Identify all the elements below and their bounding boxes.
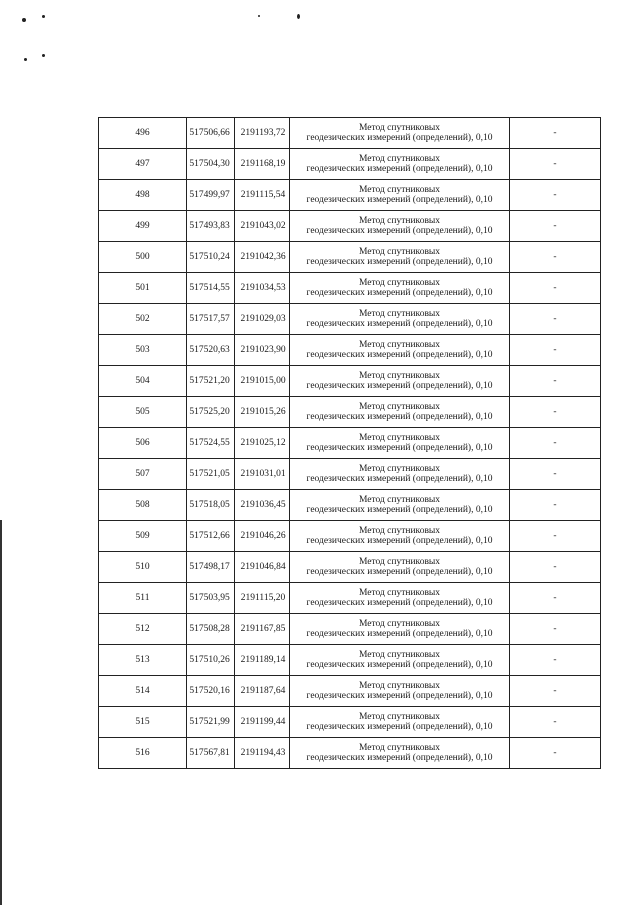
y-coordinate-cell: 2191015,26 [235, 397, 290, 428]
y-coordinate-cell: 2191042,36 [235, 242, 290, 273]
coordinates-table-body [99, 118, 601, 769]
method-line-1: Метод спутниковых [358, 712, 441, 722]
x-coordinate-cell: 517521,20 [187, 366, 235, 397]
description-cell: - [510, 614, 601, 645]
description-cell: - [510, 149, 601, 180]
point-number-cell: 511 [99, 583, 187, 614]
point-number-cell: 516 [99, 738, 187, 769]
point-number-cell: 501 [99, 273, 187, 304]
method-cell [290, 614, 510, 645]
y-coordinate-cell: 2191187,64 [235, 676, 290, 707]
scan-speck [297, 14, 300, 19]
y-coordinate-cell: 2191194,43 [235, 738, 290, 769]
method-cell [290, 397, 510, 428]
point-number-cell: 507 [99, 459, 187, 490]
y-coordinate-cell: 2191036,45 [235, 490, 290, 521]
method-line-1: Метод спутниковых [358, 588, 441, 598]
description-cell: - [510, 428, 601, 459]
point-number-cell: 509 [99, 521, 187, 552]
y-coordinate-cell: 2191034,53 [235, 273, 290, 304]
method-cell [290, 428, 510, 459]
method-line-2: геодезических измерений (определений), 0,10 [306, 381, 493, 391]
description-cell: - [510, 304, 601, 335]
description-cell: - [510, 459, 601, 490]
y-coordinate-cell: 2191115,20 [235, 583, 290, 614]
method-cell [290, 583, 510, 614]
table-row [99, 459, 601, 490]
table-row [99, 180, 601, 211]
point-number-cell: 506 [99, 428, 187, 459]
method-line-2: геодезических измерений (определений), 0,10 [306, 474, 493, 484]
x-coordinate-cell: 517510,24 [187, 242, 235, 273]
y-coordinate-cell: 2191115,54 [235, 180, 290, 211]
point-number-cell: 513 [99, 645, 187, 676]
method-line-1: Метод спутниковых [358, 557, 441, 567]
method-line-1: Метод спутниковых [358, 309, 441, 319]
x-coordinate-cell: 517525,20 [187, 397, 235, 428]
method-line-2: геодезических измерений (определений), 0,10 [306, 226, 493, 236]
method-line-1: Метод спутниковых [358, 526, 441, 536]
method-line-1: Метод спутниковых [358, 433, 441, 443]
point-number-cell: 515 [99, 707, 187, 738]
method-cell [290, 273, 510, 304]
method-line-2: геодезических измерений (определений), 0,10 [306, 505, 493, 515]
description-cell: - [510, 118, 601, 149]
scan-edge-shadow [0, 520, 2, 905]
table-row [99, 707, 601, 738]
coordinates-table [98, 117, 601, 769]
scan-speck [258, 15, 260, 17]
point-number-cell: 512 [99, 614, 187, 645]
y-coordinate-cell: 2191168,19 [235, 149, 290, 180]
method-line-1: Метод спутниковых [358, 216, 441, 226]
method-line-2: геодезических измерений (определений), 0,10 [306, 319, 493, 329]
description-cell: - [510, 645, 601, 676]
y-coordinate-cell: 2191025,12 [235, 428, 290, 459]
method-cell [290, 211, 510, 242]
description-cell: - [510, 273, 601, 304]
description-cell: - [510, 242, 601, 273]
table-row [99, 552, 601, 583]
y-coordinate-cell: 2191167,85 [235, 614, 290, 645]
description-cell: - [510, 490, 601, 521]
method-line-2: геодезических измерений (определений), 0,10 [306, 133, 493, 143]
table-row [99, 304, 601, 335]
method-cell [290, 335, 510, 366]
y-coordinate-cell: 2191023,90 [235, 335, 290, 366]
x-coordinate-cell: 517517,57 [187, 304, 235, 335]
method-cell [290, 242, 510, 273]
description-cell: - [510, 552, 601, 583]
y-coordinate-cell: 2191015,00 [235, 366, 290, 397]
method-line-1: Метод спутниковых [358, 123, 441, 133]
method-cell [290, 118, 510, 149]
method-cell [290, 521, 510, 552]
method-cell [290, 676, 510, 707]
x-coordinate-cell: 517499,97 [187, 180, 235, 211]
method-line-1: Метод спутниковых [358, 619, 441, 629]
method-cell [290, 707, 510, 738]
table-row [99, 428, 601, 459]
method-cell [290, 180, 510, 211]
point-number-cell: 508 [99, 490, 187, 521]
point-number-cell: 505 [99, 397, 187, 428]
x-coordinate-cell: 517503,95 [187, 583, 235, 614]
table-row [99, 614, 601, 645]
method-line-1: Метод спутниковых [358, 371, 441, 381]
description-cell: - [510, 397, 601, 428]
scan-speck [42, 15, 45, 18]
y-coordinate-cell: 2191199,44 [235, 707, 290, 738]
method-line-1: Метод спутниковых [358, 495, 441, 505]
method-line-2: геодезических измерений (определений), 0,10 [306, 691, 493, 701]
x-coordinate-cell: 517504,30 [187, 149, 235, 180]
y-coordinate-cell: 2191031,01 [235, 459, 290, 490]
description-cell: - [510, 521, 601, 552]
method-line-2: геодезических измерений (определений), 0,10 [306, 629, 493, 639]
method-line-2: геодезических измерений (определений), 0,10 [306, 567, 493, 577]
method-line-1: Метод спутниковых [358, 402, 441, 412]
x-coordinate-cell: 517521,05 [187, 459, 235, 490]
method-cell [290, 645, 510, 676]
table-row [99, 335, 601, 366]
x-coordinate-cell: 517520,16 [187, 676, 235, 707]
x-coordinate-cell: 517498,17 [187, 552, 235, 583]
method-line-1: Метод спутниковых [358, 278, 441, 288]
method-cell [290, 459, 510, 490]
point-number-cell: 502 [99, 304, 187, 335]
method-line-2: геодезических измерений (определений), 0,10 [306, 412, 493, 422]
description-cell: - [510, 335, 601, 366]
y-coordinate-cell: 2191046,26 [235, 521, 290, 552]
table-row [99, 521, 601, 552]
description-cell: - [510, 738, 601, 769]
y-coordinate-cell: 2191029,03 [235, 304, 290, 335]
description-cell: - [510, 180, 601, 211]
point-number-cell: 514 [99, 676, 187, 707]
method-line-1: Метод спутниковых [358, 464, 441, 474]
scan-speck [42, 54, 45, 57]
x-coordinate-cell: 517493,83 [187, 211, 235, 242]
x-coordinate-cell: 517567,81 [187, 738, 235, 769]
method-line-2: геодезических измерений (определений), 0,10 [306, 598, 493, 608]
description-cell: - [510, 366, 601, 397]
y-coordinate-cell: 2191043,02 [235, 211, 290, 242]
table-row [99, 738, 601, 769]
method-line-2: геодезических измерений (определений), 0,10 [306, 257, 493, 267]
method-line-2: геодезических измерений (определений), 0,10 [306, 443, 493, 453]
method-line-2: геодезических измерений (определений), 0,10 [306, 288, 493, 298]
table-row [99, 273, 601, 304]
method-line-2: геодезических измерений (определений), 0,10 [306, 660, 493, 670]
table-row [99, 118, 601, 149]
description-cell: - [510, 676, 601, 707]
method-cell [290, 366, 510, 397]
method-line-2: геодезических измерений (определений), 0,10 [306, 536, 493, 546]
method-cell [290, 552, 510, 583]
method-line-2: геодезических измерений (определений), 0,10 [306, 350, 493, 360]
method-line-1: Метод спутниковых [358, 185, 441, 195]
x-coordinate-cell: 517512,66 [187, 521, 235, 552]
method-line-1: Метод спутниковых [358, 650, 441, 660]
method-line-1: Метод спутниковых [358, 154, 441, 164]
table-row [99, 645, 601, 676]
point-number-cell: 499 [99, 211, 187, 242]
point-number-cell: 504 [99, 366, 187, 397]
method-cell [290, 149, 510, 180]
method-line-1: Метод спутниковых [358, 681, 441, 691]
x-coordinate-cell: 517508,28 [187, 614, 235, 645]
method-line-1: Метод спутниковых [358, 340, 441, 350]
y-coordinate-cell: 2191193,72 [235, 118, 290, 149]
description-cell: - [510, 583, 601, 614]
x-coordinate-cell: 517524,55 [187, 428, 235, 459]
point-number-cell: 500 [99, 242, 187, 273]
table-row [99, 211, 601, 242]
table-row [99, 242, 601, 273]
x-coordinate-cell: 517506,66 [187, 118, 235, 149]
point-number-cell: 497 [99, 149, 187, 180]
method-line-2: геодезических измерений (определений), 0,10 [306, 722, 493, 732]
table-row [99, 366, 601, 397]
x-coordinate-cell: 517521,99 [187, 707, 235, 738]
method-line-1: Метод спутниковых [358, 247, 441, 257]
y-coordinate-cell: 2191046,84 [235, 552, 290, 583]
table-row [99, 583, 601, 614]
point-number-cell: 510 [99, 552, 187, 583]
method-cell [290, 738, 510, 769]
description-cell: - [510, 707, 601, 738]
point-number-cell: 503 [99, 335, 187, 366]
method-line-1: Метод спутниковых [358, 743, 441, 753]
scan-speck [22, 18, 26, 22]
description-cell: - [510, 211, 601, 242]
method-line-2: геодезических измерений (определений), 0,10 [306, 195, 493, 205]
method-cell [290, 490, 510, 521]
scan-speck [24, 58, 27, 61]
x-coordinate-cell: 517520,63 [187, 335, 235, 366]
method-line-2: геодезических измерений (определений), 0,10 [306, 753, 493, 763]
x-coordinate-cell: 517514,55 [187, 273, 235, 304]
method-cell [290, 304, 510, 335]
table-row [99, 397, 601, 428]
y-coordinate-cell: 2191189,14 [235, 645, 290, 676]
table-row [99, 149, 601, 180]
x-coordinate-cell: 517518,05 [187, 490, 235, 521]
table-row [99, 676, 601, 707]
method-line-2: геодезических измерений (определений), 0,10 [306, 164, 493, 174]
point-number-cell: 496 [99, 118, 187, 149]
x-coordinate-cell: 517510,26 [187, 645, 235, 676]
point-number-cell: 498 [99, 180, 187, 211]
table-row [99, 490, 601, 521]
